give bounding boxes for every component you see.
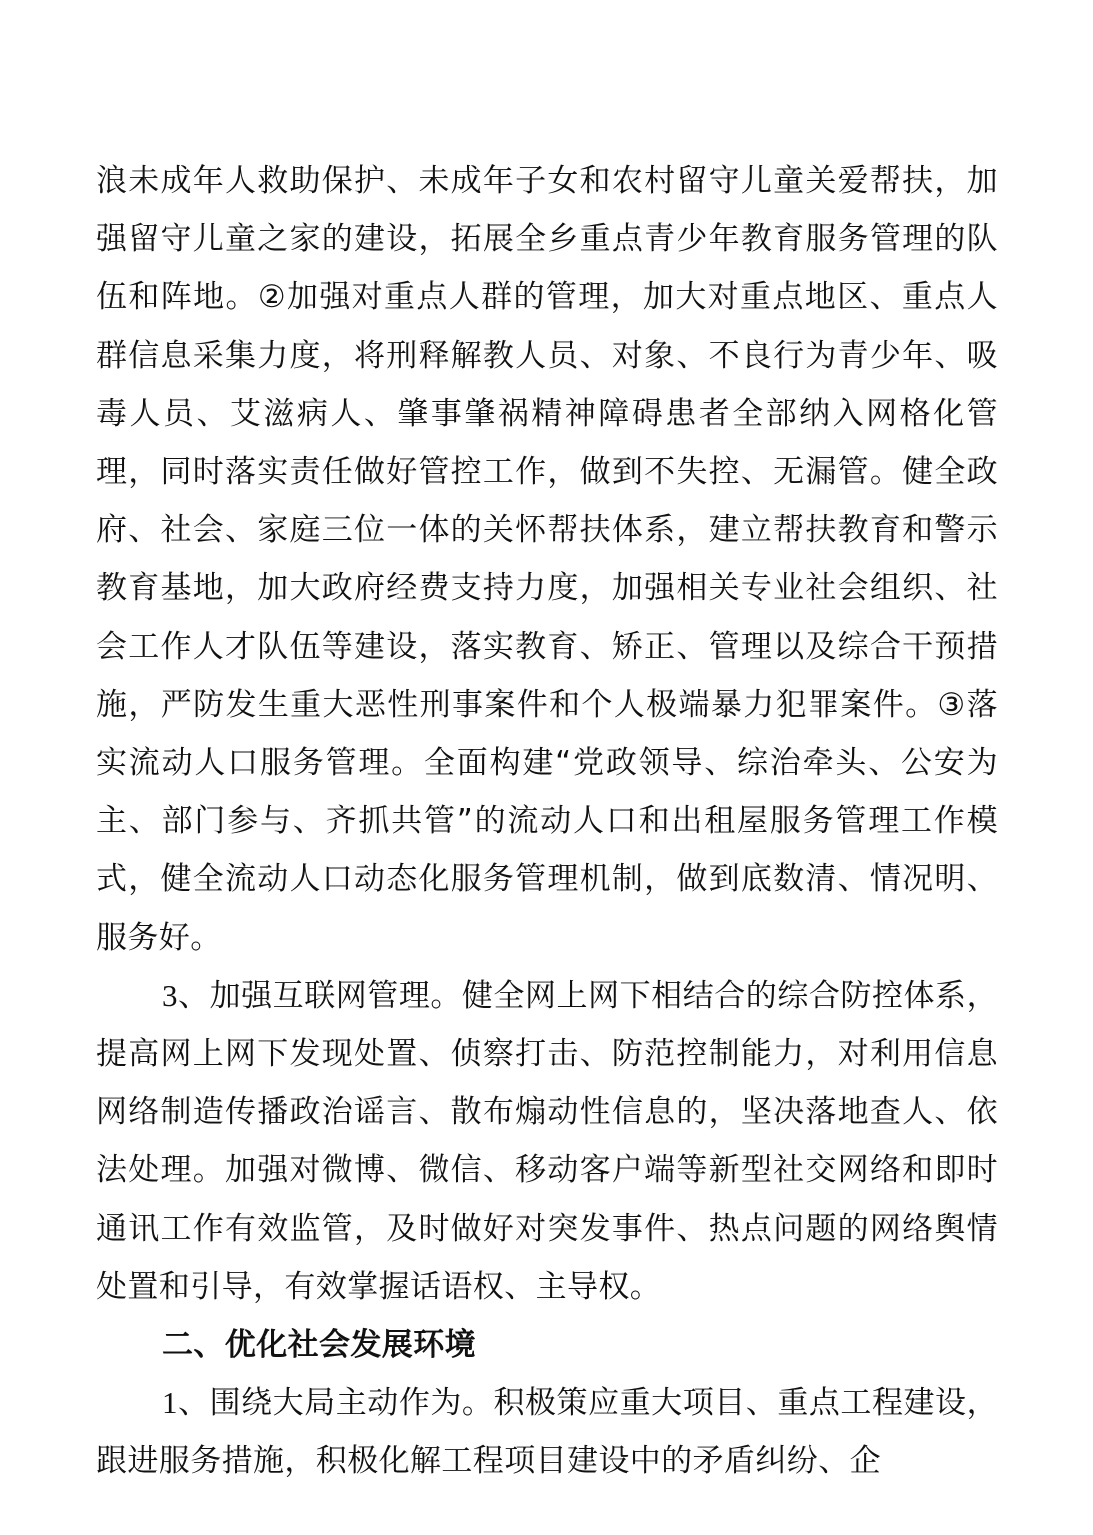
paragraph-3 (96, 1374, 998, 1490)
paragraph-1: 浪未成年人救助保护、未成年子女和农村留守儿童关爱帮扶，加强留守儿童之家的建设，拓展全乡重点青少年教育服务管理的队伍和阵地。②加强对重点人群的管理，加大对重点地区、重点人群信息采集力度，将刑释解教人员、对象、不良行为青少年、吸毒人员、艾滋病人、肇事肇祸精神障碍患者全部纳入网格化管理，同时落实责任做好管控工作，做到不失控、无漏管。健全政府、社会、家庭三位一体的关怀帮扶体系，建立帮扶教育和警示教育基地，加大政府经费支持力度，加强相关专业社会组织、社会工作人才队伍等建设，落实教育、矫正、管理以及综合干预措施，严防发生重大恶性刑事案件和个人极端暴力犯罪案件。③落实流动人口服务管理。全面构建“党政领导、综治牵头、公安为主、部门参与、齐抓共管”的流动人口和出租屋服务管理工作模式，健全流动人口动态化服务管理机制，做到底数清、情况明、服务好。 (96, 163, 998, 956)
section-heading: 二、优化社会发展环境 (162, 1327, 476, 1364)
paragraph-2-number: 3 (162, 977, 178, 1013)
document-body (96, 152, 998, 1491)
paragraph-3-text: 、围绕大局主动作为。积极策应重大项目、重点工程建设，跟进服务措施，积极化解工程项目建设中的矛盾纠纷、企 (96, 1385, 998, 1480)
paragraph-2-text: 、加强互联网管理。健全网上网下相结合的综合防控体系，提高网上网下发现处置、侦察打击、防范控制能力，对利用信息网络制造传播政治谣言、散布煽动性信息的，坚决落地查人、依法处理。加强对微博、微信、移动客户端等新型社交网络和即时通讯工作有效监管，及时做好对突发事件、热点问题的网络舆情处置和引导，有效掌握话语权、主导权。 (96, 977, 998, 1305)
paragraph-3-number: 1 (162, 1385, 178, 1421)
paragraph-2 (96, 967, 998, 1316)
